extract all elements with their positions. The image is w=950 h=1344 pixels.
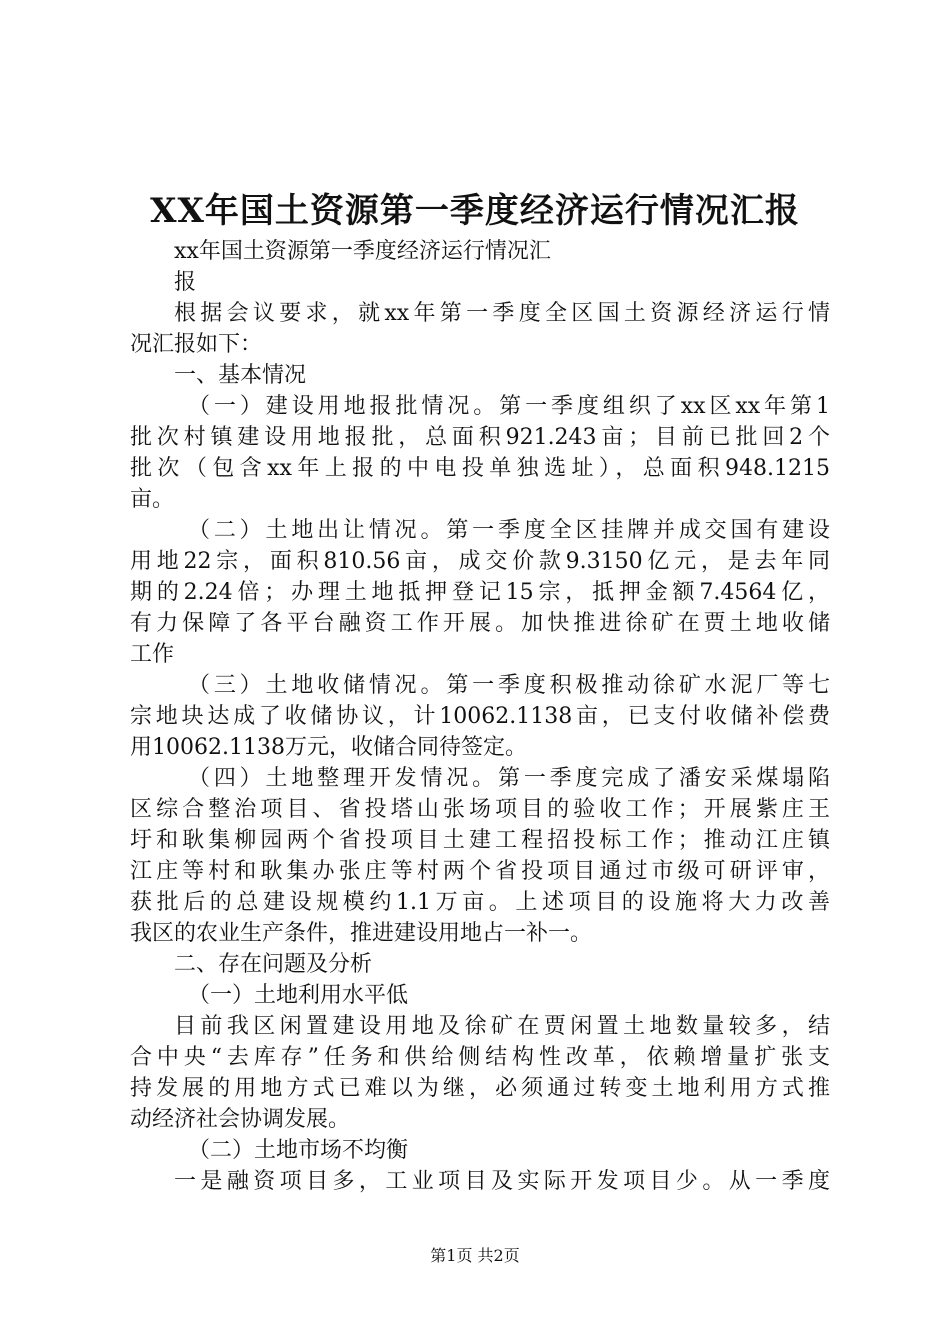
text-line: （一）建设用地报批情况。第一季度组织了xx区xx年第1 [188,394,830,419]
text-line: （三）土地收储情况。第一季度积极推动徐矿水泥厂等七 [188,673,830,698]
text-line: 批次村镇建设用地报批，总面积921.243亩；目前已批回2个 [130,425,830,450]
text-line: 用10062.1138万元，收储合同待签定。 [130,735,527,760]
text-line: 目前我区闲置建设用地及徐矿在贾闲置土地数量较多，结 [174,1014,830,1039]
text-line: （二）土地市场不均衡 [188,1138,409,1163]
text-line: 一、基本情况 [174,363,307,388]
text-line: 批次（包含xx年上报的中电投单独选址），总面积948.1215 [130,456,830,481]
text-line: 获批后的总建设规模约1.1万亩。上述项目的设施将大力改善 [130,890,830,915]
text-line: （四）土地整理开发情况。第一季度完成了潘安采煤塌陷 [188,766,830,791]
text-line: 二、存在问题及分析 [174,952,373,977]
text-line: （一）土地利用水平低 [188,983,409,1008]
text-line: xx年国土资源第一季度经济运行情况汇 [174,239,551,264]
document-body [130,236,830,1197]
text-line: 合中央“去库存”任务和供给侧结构性改革，依赖增量扩张支 [130,1045,830,1070]
text-line: 宗地块达成了收储协议，计10062.1138亩，已支付收储补偿费 [130,704,830,729]
text-line: 报 [174,270,197,295]
text-line: 动经济社会协调发展。 [130,1107,351,1132]
page-footer: 第1页 共2页 [430,1246,520,1265]
text-line: （二）土地出让情况。第一季度全区挂牌并成交国有建设 [188,518,830,543]
text-line: 工作 [130,642,175,667]
text-line: 用地22宗，面积810.56亩，成交价款9.3150亿元，是去年同 [130,549,830,574]
text-line: 期的2.24倍；办理土地抵押登记15宗，抵押金额7.4564亿， [130,580,830,605]
text-line: 持发展的用地方式已难以为继，必须通过转变土地利用方式推 [130,1076,830,1101]
text-line: 区综合整治项目、省投塔山张场项目的验收工作；开展紫庄王 [130,797,830,822]
text-line: 我区的农业生产条件，推进建设用地占一补一。 [130,921,593,946]
text-line: 江庄等村和耿集办张庄等村两个省投项目通过市级可研评审， [130,859,830,884]
text-line: 亩。 [130,487,175,512]
text-line: 有力保障了各平台融资工作开展。加快推进徐矿在贾土地收储 [130,611,830,636]
text-line: 根据会议要求，就xx年第一季度全区国土资源经济运行情 [174,301,830,326]
text-line: 圩和耿集柳园两个省投项目土建工程招投标工作；推动江庄镇 [130,828,830,853]
text-line: 况汇报如下： [130,332,263,357]
document-title: XX年国土资源第一季度经济运行情况汇报 [150,191,800,231]
text-line: 一是融资项目多，工业项目及实际开发项目少。从一季度 [174,1169,830,1194]
